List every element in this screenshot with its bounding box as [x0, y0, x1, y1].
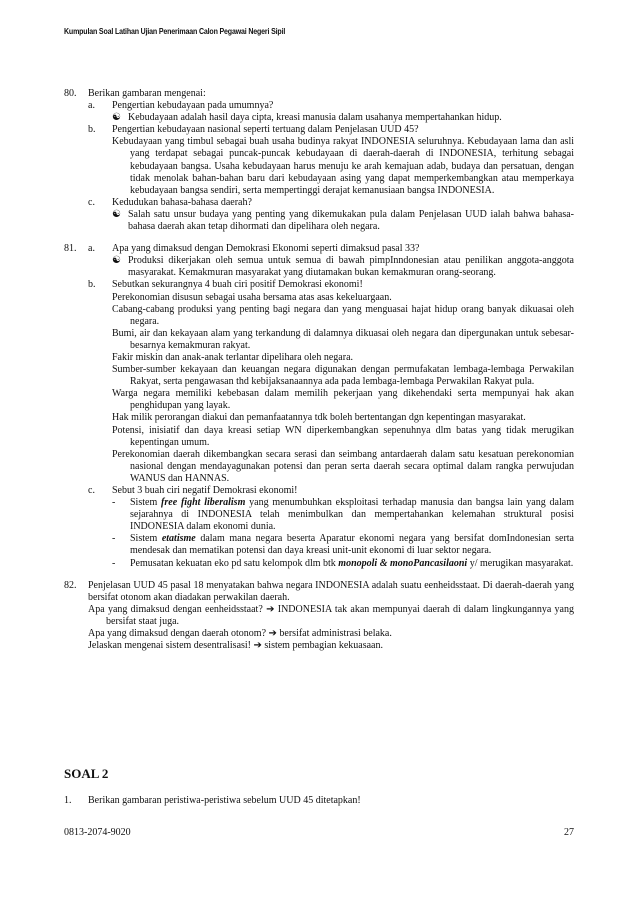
document-body [64, 88, 574, 652]
arrow-right-icon: ➔ [266, 603, 275, 615]
yin-yang-icon: ☯ [112, 255, 121, 267]
emphasis: monopoli & monoPancasilaoni [338, 557, 468, 569]
question-text: Berikan gambaran peristiwa-peristiwa sebelum UUD 45 ditetapkan! [88, 795, 361, 806]
answer-text: Salah satu unsur budaya yang penting yang dikemukakan pula dalam Penjelasan UUD ialah bahwa bahasa-bahasa daerah akan tetap dihormati dan dipelihara oleh negara. [128, 208, 574, 233]
list-item: Perekonomian daerah dikembangkan secara serasi dan seimbang antardaerah dalam satu kesatuan perekonomian nasional dengan mendayagunakan potensi dan peran serta daerah secara optimal dalam rangka perwujudan WANUS dan HANNAS. [112, 448, 574, 484]
question-80 [64, 88, 574, 233]
question-81-c [88, 485, 574, 570]
answer-text: Kebudayaan yang timbul sebagai buah usaha budinya rakyat INDONESIA seluruhnya. Kebudayaan lama dan asli yang terdapat sebagai puncak-puncak kebudayaan di daerah-daerah di INDONESIA, terhitung sebagai kebudayaan bangsa. Usaha kebudayaan harus menuju ke arah kemajuan adab, budaya dan persatuan, dengan tidak menolak bahan-bahan baru dari kebudayaan asing yang dapat memperkembangkan atau memperkaya kebudayaan bangsa sendiri, serta mempertinggi derajat kemanusiaan bangsa INDONESIA. [112, 136, 574, 196]
sub-question: Sebut 3 buah ciri negatif Demokrasi ekonomi! [112, 485, 298, 496]
sub-question: Pengertian kebudayaan pada umumnya? [112, 100, 274, 112]
paragraph: Apa yang dimaksud dengan eenheidsstaat? ➔ INDONESIA tak akan mempunyai daerah di dalam lingkungannya yang bersifat staat juga. [88, 603, 574, 627]
answer-text: Kebudayaan adalah hasil daya cipta, kreasi manusia dalam usahanya mempertahankan hidup. [128, 112, 502, 124]
question-81-b [88, 279, 574, 485]
answer-text: Produksi dikerjakan oleh semua untuk semua di bawah pimpInndonesian atau penilikan anggota-anggota masyarakat. Kemakmuran masyarakat yang diutamakan bukan kemakmuran orang-seorang. [128, 255, 574, 279]
sub-label: b. [88, 279, 96, 291]
question-80-c [88, 197, 574, 233]
sub-label: c. [88, 196, 95, 208]
sub-label: a. [88, 243, 95, 255]
sub-question: Pengertian kebudayaan nasional seperti tertuang dalam Penjelasan UUD 45? [112, 124, 419, 136]
yin-yang-icon: ☯ [112, 208, 121, 220]
list-item: Cabang-cabang produksi yang penting bagi negara dan yang menguasai hajat hidup orang banyak dikuasai oleh negara. [112, 303, 574, 327]
list-item: Fakir miskin dan anak-anak terlantar dipelihara oleh negara. [112, 351, 354, 363]
page-header: Kumpulan Soal Latihan Ujian Penerimaan Calon Pegawai Negeri Sipil [64, 26, 286, 36]
section-title: SOAL 2 [64, 766, 109, 781]
dash-bullet: - [112, 497, 116, 509]
sub-label: c. [88, 485, 95, 496]
question-number: 1. [64, 795, 72, 806]
yin-yang-icon: ☯ [112, 112, 121, 124]
question-81-a [88, 243, 574, 279]
list-item: Warga negara memiliki kebebasan dalam memilih pekerjaan yang dikehendaki serta mempunyai hak akan penghidupan yang layak. [112, 388, 574, 412]
sub-label: b. [88, 124, 96, 136]
sub-question: Apa yang dimaksud dengan Demokrasi Ekonomi seperti dimaksud pasal 33? [112, 243, 420, 255]
sub-question: Sebutkan sekurangnya 4 buah ciri positif Demokrasi ekonomi! [112, 279, 363, 291]
list-item: Bumi, air dan kekayaan alam yang terkandung di dalamnya dikuasai oleh negara dan dipergunakan untuk sebesar-besarnya kemakmuran rakyat. [112, 327, 574, 351]
question-title: Berikan gambaran mengenai: [88, 88, 206, 99]
list-item: - Sistem free fight liberalism yang menumbuhkan eksploitasi terhadap manusia dan bangsa lain yang dalam sejarahnya di INDONESIA telah menimbulkan dan mempertahankan kelemahan struktural posisi INDONESIA dalam ekonomi dunia. [112, 497, 574, 533]
sub-label: a. [88, 100, 95, 112]
list-item: Potensi, inisiatif dan daya kreasi setiap WN diperkembangkan sepenuhnya dlm batas yang tidak merugikan kepentingan umum. [112, 424, 574, 448]
footer-phone: 0813-2074-9020 [64, 827, 131, 838]
paragraph: Jelaskan mengenai sistem desentralisasi! ➔ sistem pembagian kekuasaan. [88, 640, 383, 652]
question-81 [64, 243, 574, 570]
question-1 [64, 795, 361, 806]
question-80-a [88, 100, 574, 124]
question-number: 81. [64, 243, 77, 255]
arrow-right-icon: ➔ [253, 640, 262, 652]
answer [112, 209, 574, 233]
dash-bullet: - [112, 533, 116, 545]
question-82 [64, 580, 574, 653]
question-number: 82. [64, 579, 77, 591]
question-number: 80. [64, 88, 77, 99]
page-number: 27 [564, 827, 574, 838]
list-item: Sumber-sumber kekayaan dan keuangan negara digunakan dengan permufakatan lembaga-lembaga Perwakilan Rakyat, serta pengawasan thd kebijaksanaannya ada pada lembaga-lembaga Perwakilan Rakyat pula. [112, 364, 574, 388]
list-item: Hak milik perorangan diakui dan pemanfaatannya tdk boleh bertentangan dgn kepentingan masyarakat. [112, 412, 526, 424]
emphasis: etatisme [161, 533, 196, 545]
arrow-right-icon: ➔ [268, 628, 277, 640]
answer [112, 255, 574, 279]
dash-bullet: - [112, 557, 116, 569]
answer [112, 112, 574, 124]
list-item: Perekonomian disusun sebagai usaha bersama atas asas kekeluargaan. [112, 291, 392, 303]
paragraph: Apa yang dimaksud dengan daerah otonom? ➔ bersifat administrasi belaka. [88, 628, 392, 640]
emphasis: free fight liberalism [161, 497, 246, 509]
question-80-b [88, 124, 574, 197]
list-item: - Sistem etatisme dalam mana negara beserta Aparatur ekonomi negara yang bersifat domIndonesian serta mendesak dan mematikan potensi dan daya kreasi unit-unit ekonomi di luar sektor negara. [112, 533, 574, 557]
list-item: - Pemusatan kekuatan eko pd satu kelompok dlm btk monopoli & monoPancasilaoni y/ merugikan masyarakat. [112, 557, 574, 569]
paragraph: Penjelasan UUD 45 pasal 18 menyatakan bahwa negara INDONESIA adalah suatu eenheidsstaat. Di daerah-daerah yang bersifat otonom akan diadakan perwakilan daerah. [88, 579, 574, 603]
sub-question: Kedudukan bahasa-bahasa daerah? [112, 196, 252, 208]
